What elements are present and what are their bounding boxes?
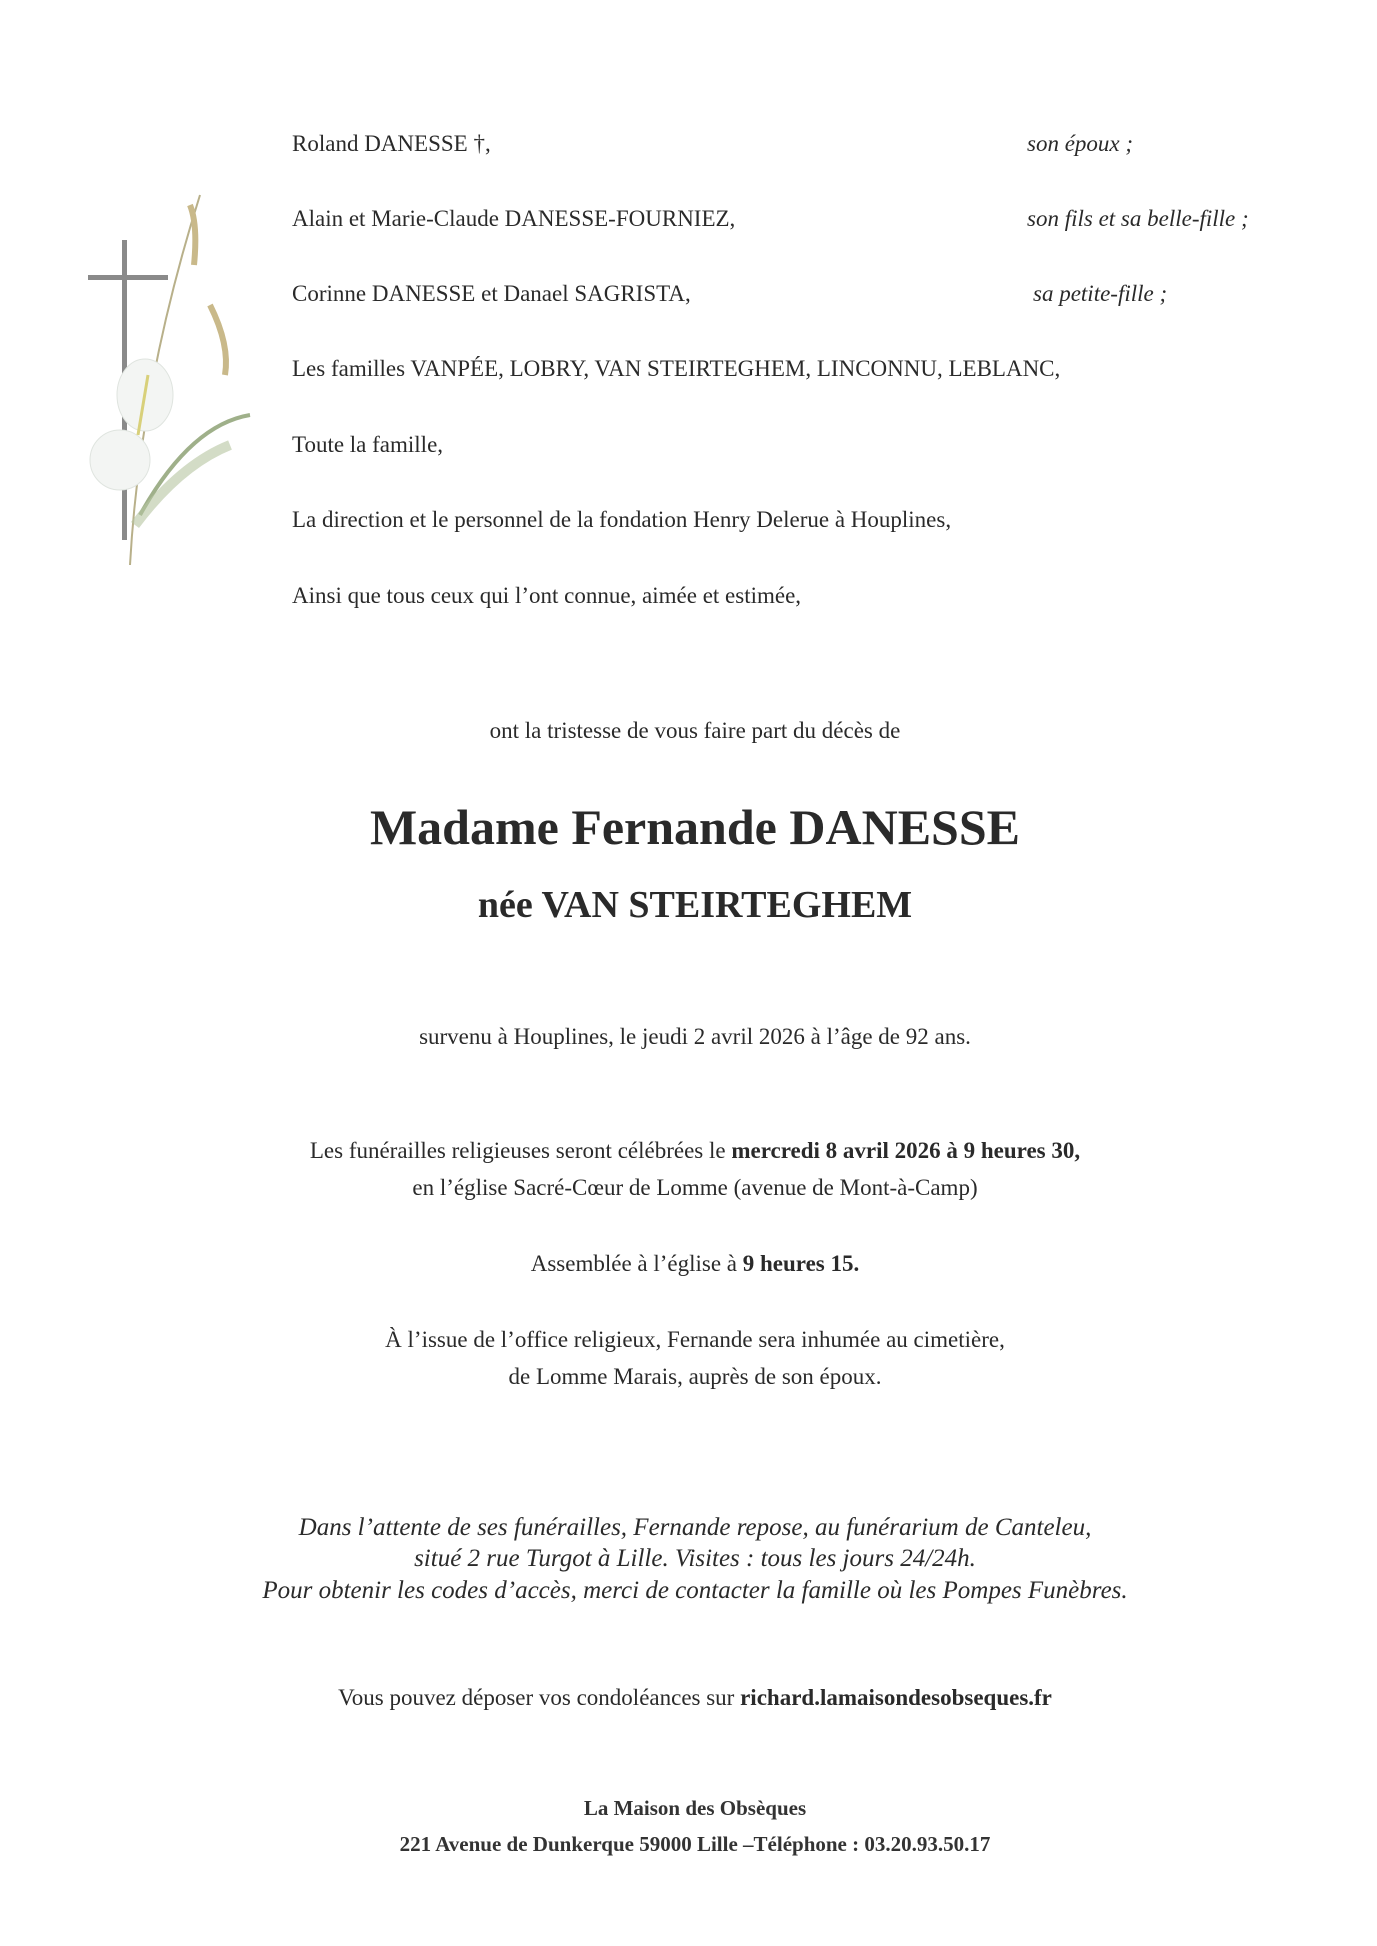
assembly-text: Assemblée à l’église à bbox=[530, 1251, 743, 1276]
visit-line-1: Dans l’attente de ses funérailles, Fernande repose, au funérarium de Canteleu, bbox=[298, 1514, 1092, 1541]
footer-address: 221 Avenue de Dunkerque 59000 Lille –Téléphone : 03.20.93.50.17 bbox=[399, 1832, 991, 1856]
funeral-line-1 bbox=[0, 1136, 1377, 1166]
family-name-3: Les familles VANPÉE, LOBRY, VAN STEIRTEGHEM, LINCONNU, LEBLANC, bbox=[292, 356, 1061, 381]
funeral-date: mercredi 8 avril 2026 à 9 heures 30, bbox=[731, 1138, 1081, 1163]
family-name-4: Toute la famille, bbox=[292, 432, 444, 457]
family-name-0: Roland DANESSE †, bbox=[292, 131, 491, 156]
family-name-1: Alain et Marie-Claude DANESSE-FOURNIEZ, bbox=[292, 206, 736, 231]
family-relation-1: son fils et sa belle-fille ; bbox=[1027, 206, 1249, 231]
family-name-2: Corinne DANESSE et Danael SAGRISTA, bbox=[292, 281, 691, 306]
visit-line-3: Pour obtenir les codes d’accès, merci de contacter la famille où les Pompes Funèbres. bbox=[262, 1577, 1128, 1604]
condolences-line bbox=[0, 1683, 1377, 1713]
family-name-6: Ainsi que tous ceux qui l’ont connue, aimée et estimée, bbox=[292, 583, 802, 608]
footer-company: La Maison des Obsèques bbox=[583, 1796, 807, 1820]
burial-line-2: de Lomme Marais, auprès de son époux. bbox=[508, 1364, 882, 1389]
family-relation-0: son époux ; bbox=[1027, 131, 1134, 156]
deceased-birth-name: née VAN STEIRTEGHEM bbox=[477, 884, 913, 926]
intro-text: ont la tristesse de vous faire part du décès de bbox=[489, 718, 901, 743]
deceased-name: Madame Fernande DANESSE bbox=[369, 799, 1021, 855]
burial-line-1: À l’issue de l’office religieux, Fernande sera inhumée au cimetière, bbox=[385, 1327, 1005, 1352]
visit-line-2: situé 2 rue Turgot à Lille. Visites : tous les jours 24/24h. bbox=[414, 1545, 976, 1572]
assembly-time: 9 heures 15. bbox=[742, 1251, 860, 1276]
funeral-line-2: en l’église Sacré-Cœur de Lomme (avenue de Mont-à-Camp) bbox=[412, 1175, 978, 1200]
funeral-text: Les funérailles religieuses seront célébrées le bbox=[309, 1138, 732, 1163]
family-name-5: La direction et le personnel de la fondation Henry Delerue à Houplines, bbox=[292, 507, 952, 532]
family-relation-2: sa petite-fille ; bbox=[1033, 281, 1168, 306]
cross-lily-illustration bbox=[70, 185, 260, 585]
death-notice: survenu à Houplines, le jeudi 2 avril 2026 à l’âge de 92 ans. bbox=[419, 1024, 971, 1049]
condolences-link[interactable]: richard.lamaisondesobseques.fr bbox=[740, 1685, 1052, 1710]
condolences-text: Vous pouvez déposer vos condoléances sur bbox=[338, 1685, 741, 1710]
assembly-line bbox=[0, 1249, 1377, 1279]
